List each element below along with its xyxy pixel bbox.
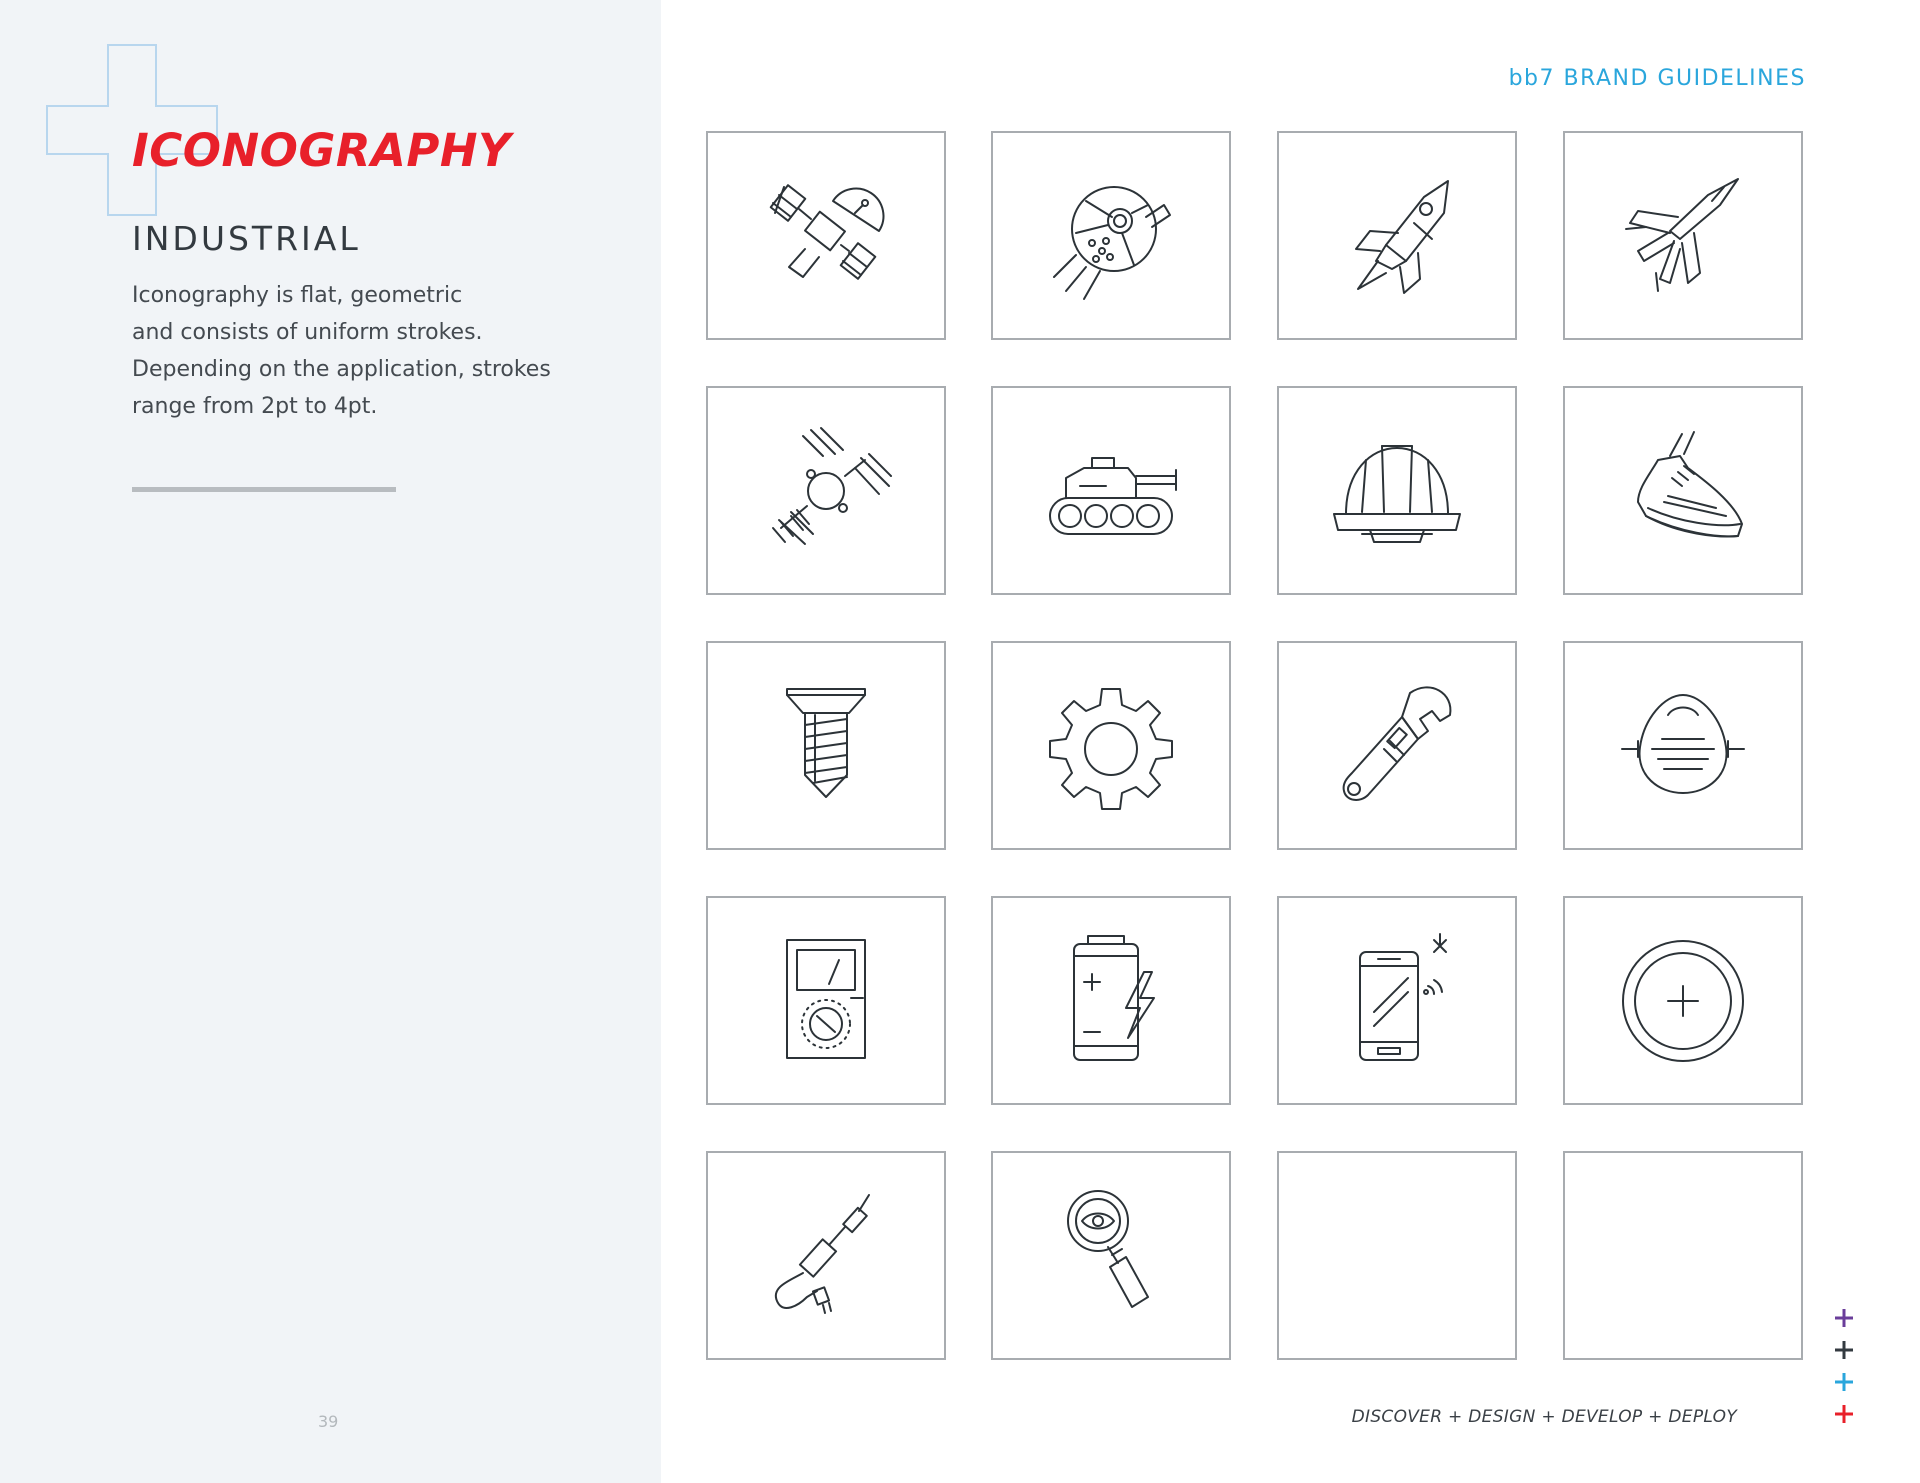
icon-tile [706, 896, 946, 1105]
smartphone-icon [1322, 926, 1472, 1076]
description-line: Depending on the application, strokes [132, 357, 551, 382]
description [132, 277, 602, 425]
purple-plus-icon [1832, 1306, 1856, 1330]
rocket-icon [1322, 161, 1472, 311]
blue-plus-icon [1832, 1370, 1856, 1394]
icon-tile [1277, 896, 1517, 1105]
icon-tile [991, 896, 1231, 1105]
multimeter-icon [751, 926, 901, 1076]
icon-tile [706, 386, 946, 595]
description-line: and consists of uniform strokes. [132, 320, 483, 345]
icon-tile [1277, 131, 1517, 340]
section-subtitle: INDUSTRIAL [132, 219, 361, 258]
icon-tile [991, 386, 1231, 595]
icon-tile [1563, 641, 1803, 850]
space-station-icon [751, 416, 901, 566]
page-number: 39 [318, 1412, 339, 1431]
dust-mask-icon [1608, 671, 1758, 821]
battery-charging-icon [1036, 926, 1186, 1076]
fighter-jet-icon [1608, 161, 1758, 311]
hard-hat-icon [1322, 416, 1472, 566]
page-title: ICONOGRAPHY [132, 124, 512, 177]
icon-tile [991, 131, 1231, 340]
gear-icon [1036, 671, 1186, 821]
icon-tile [706, 641, 946, 850]
button-plus-icon [1608, 926, 1758, 1076]
sneaker-icon [1608, 416, 1758, 566]
plus-stack-decoration [1832, 1306, 1856, 1434]
icon-tile [706, 1151, 946, 1360]
red-plus-icon [1832, 1402, 1856, 1426]
footer-tagline: DISCOVER + DESIGN + DEVELOP + DEPLOY [1351, 1407, 1737, 1427]
description-line: Iconography is flat, geometric [132, 283, 463, 308]
sidebar-panel [0, 0, 661, 1483]
description-line: range from 2pt to 4pt. [132, 394, 378, 419]
icon-tile [1563, 896, 1803, 1105]
magnifier-eye-icon [1036, 1181, 1186, 1331]
dark-plus-icon [1832, 1338, 1856, 1362]
icon-tile [1563, 131, 1803, 340]
spaceship-icon [1036, 161, 1186, 311]
empty-tile [1563, 1151, 1803, 1360]
tank-icon [1036, 416, 1186, 566]
icon-tile [706, 131, 946, 340]
pipe-wrench-icon [1322, 671, 1472, 821]
satellite-dish-icon [751, 161, 901, 311]
divider-rule [132, 487, 396, 492]
icon-tile [991, 1151, 1231, 1360]
soldering-iron-icon [751, 1181, 901, 1331]
empty-tile [1277, 1151, 1517, 1360]
screw-icon [751, 671, 901, 821]
icon-tile [991, 641, 1231, 850]
icon-tile [1277, 386, 1517, 595]
icon-tile [1563, 386, 1803, 595]
brand-header: bb7 BRAND GUIDELINES [1508, 66, 1806, 91]
icon-tile [1277, 641, 1517, 850]
